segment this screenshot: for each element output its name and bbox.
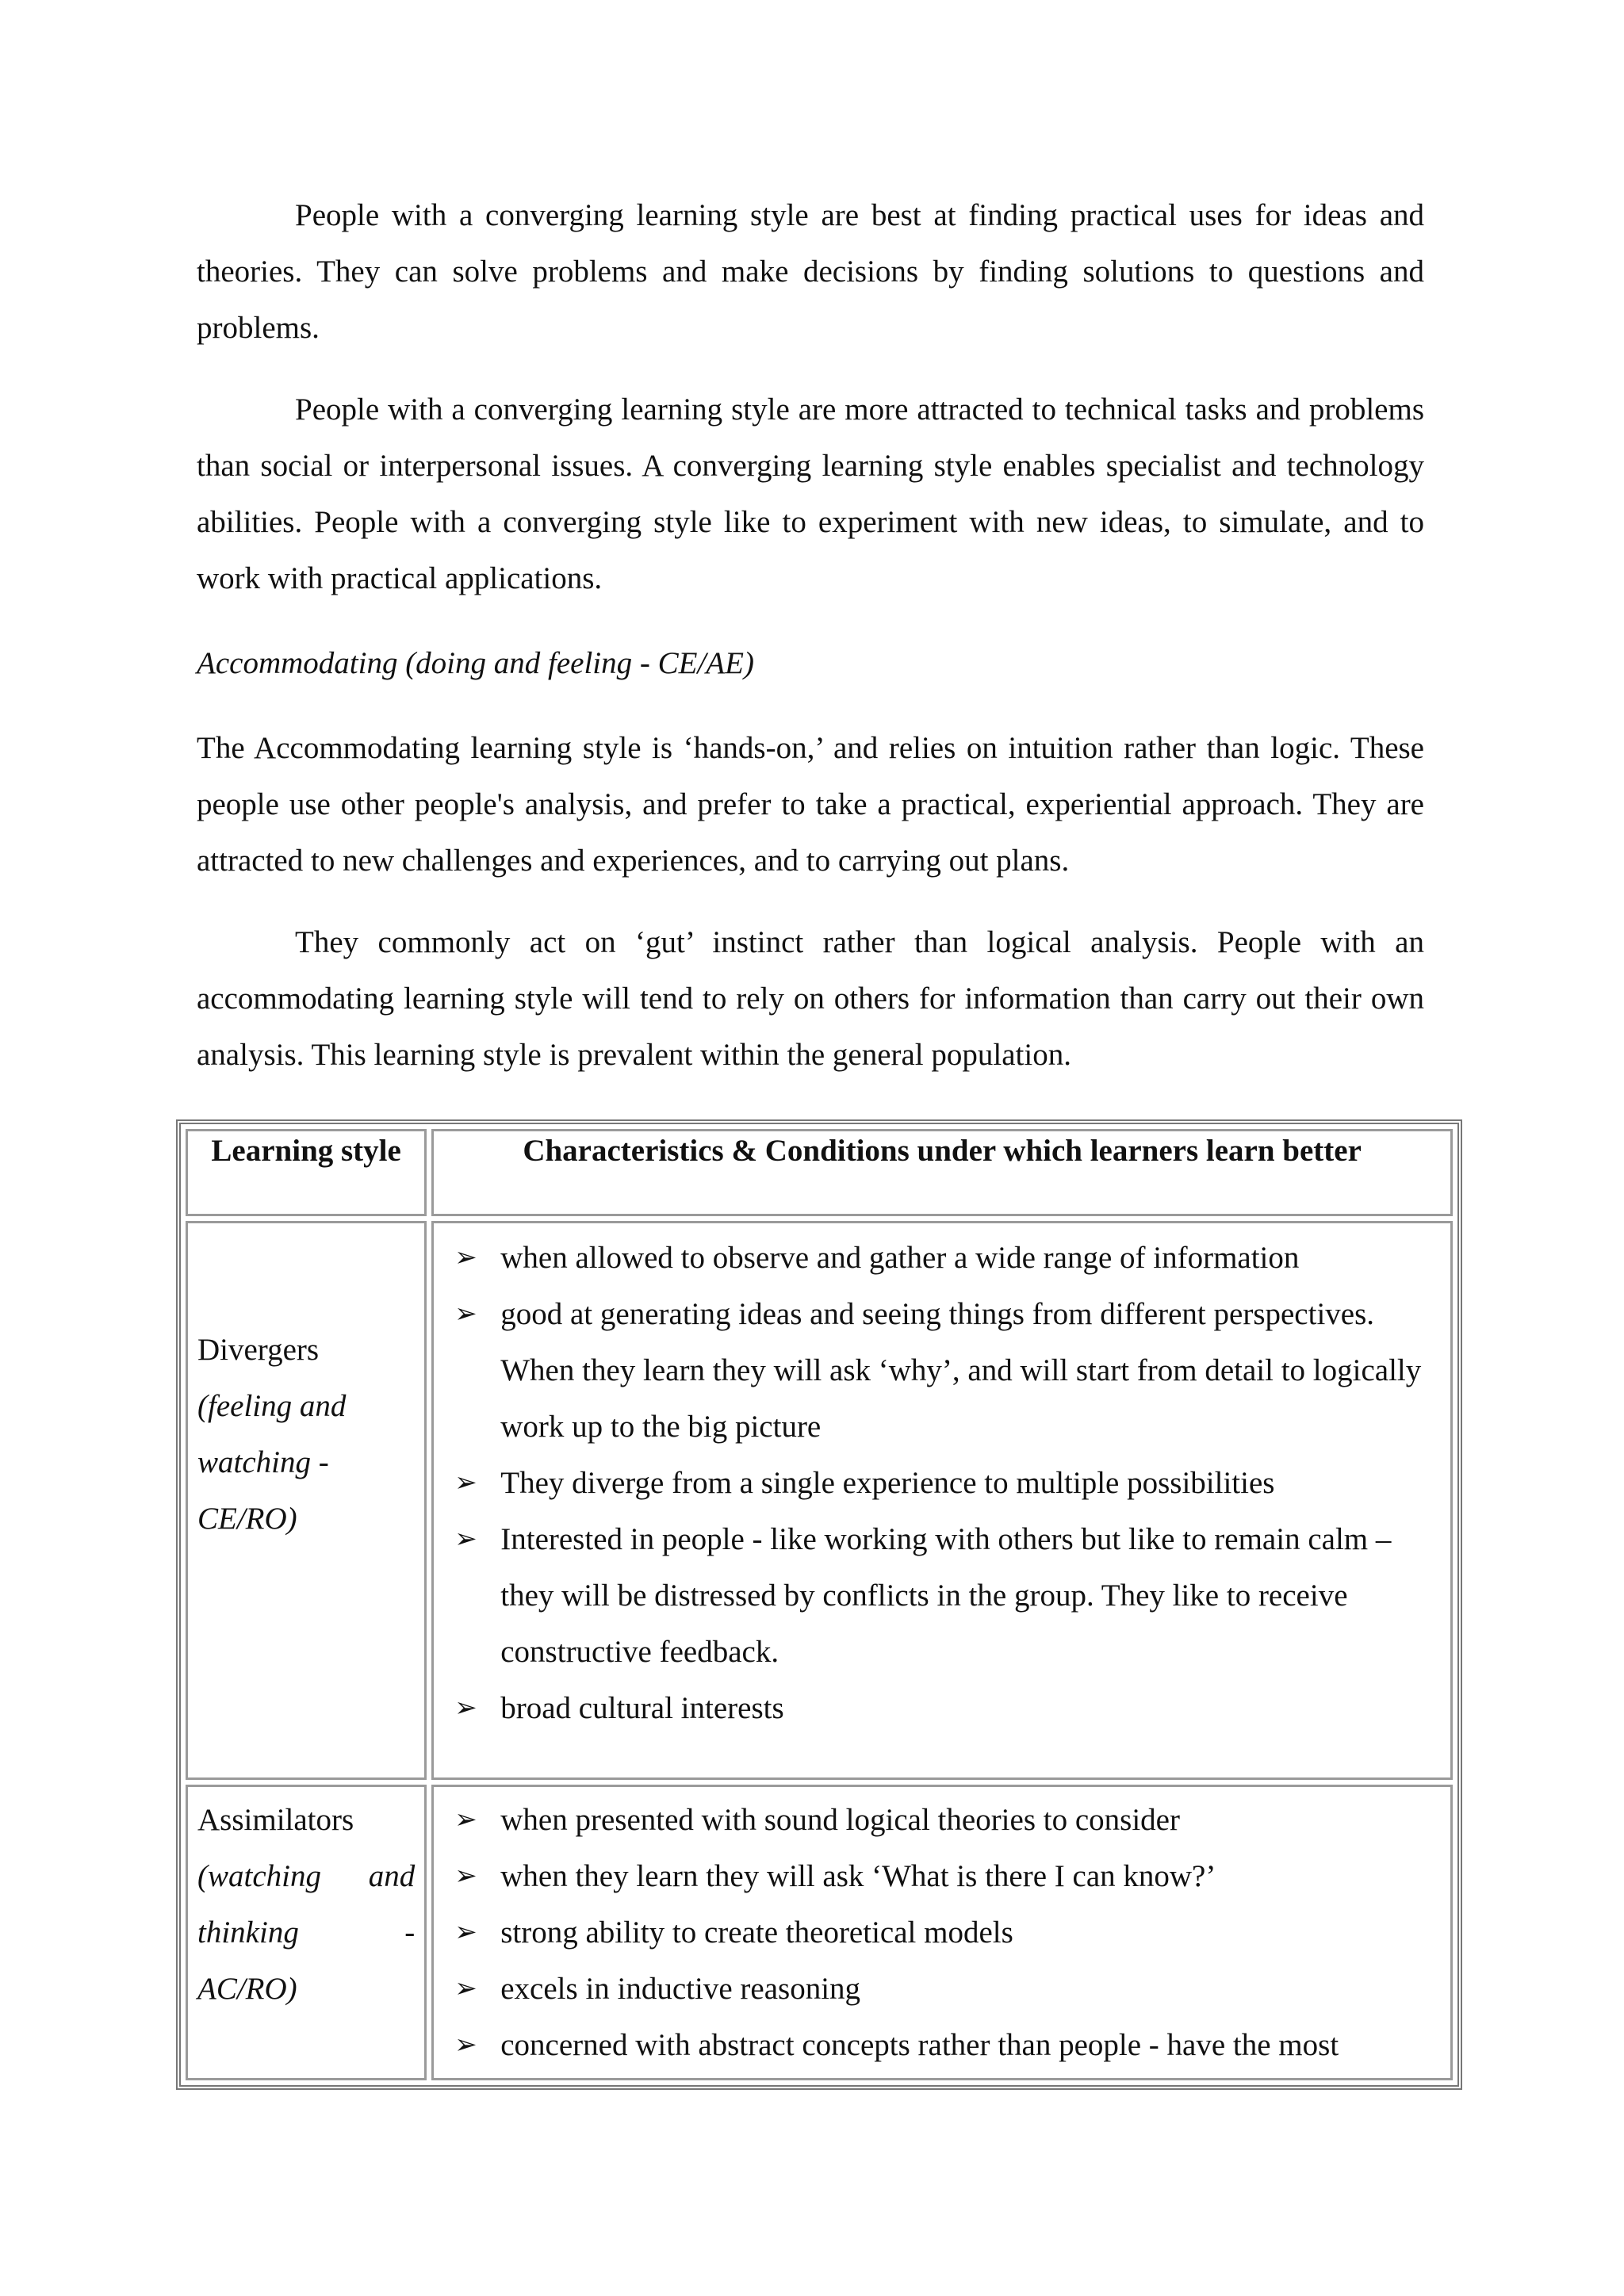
style-name: Assimilators xyxy=(197,1803,354,1837)
list-item: ➢ excels in inductive reasoning xyxy=(443,1961,1441,2017)
arrow-bullet-icon: ➢ xyxy=(454,1916,477,1948)
style-subtitle: (feeling and watching - CE/RO) xyxy=(197,1389,347,1536)
list-item: ➢ Interested in people - like working with others but like to remain calm – they will be distressed by conflicts in the group. They like to receive constructive feedback. xyxy=(443,1511,1441,1680)
list-item: ➢ concerned with abstract concepts rather than people - have the most xyxy=(443,2017,1441,2073)
learning-styles-table xyxy=(176,1119,1462,2090)
style-cell-divergers xyxy=(186,1221,427,1780)
list-item: ➢ They diverge from a single experience to multiple possibilities xyxy=(443,1455,1441,1511)
list-item: ➢ good at generating ideas and seeing things from different perspectives. When they learn they will ask ‘why’, and will start from detail to logically work up to the big picture xyxy=(443,1286,1441,1455)
arrow-bullet-icon: ➢ xyxy=(454,1692,477,1724)
arrow-bullet-icon: ➢ xyxy=(454,1860,477,1892)
bullet-list xyxy=(443,1230,1441,1736)
arrow-bullet-icon: ➢ xyxy=(454,1523,477,1555)
table-header-row xyxy=(186,1129,1453,1216)
paragraph-converging-1: People with a converging learning style are best at finding practical uses for ideas and theories. They can solve problems and make decisions by finding solutions to questions and problems. xyxy=(197,198,1424,345)
paragraph-converging-2: People with a converging learning style are more attracted to technical tasks and problems than social or interpersonal issues. A converging learning style enables specialist and technology abilities. People with a converging style like to experiment with new ideas, to simulate, and to work with practical applications. xyxy=(197,392,1424,595)
list-item: ➢ broad cultural interests xyxy=(443,1680,1441,1736)
style-cell-assimilators xyxy=(186,1785,427,2080)
section-heading-accommodating: Accommodating (doing and feeling - CE/AE) xyxy=(197,646,754,680)
list-item: ➢ when allowed to observe and gather a wide range of information xyxy=(443,1230,1441,1286)
arrow-bullet-icon: ➢ xyxy=(454,1298,477,1330)
paragraph-accommodating-1: The Accommodating learning style is ‘hands-on,’ and relies on intuition rather than logic. These people use other people's analysis, and prefer to take a practical, experiential approach. They are attracted to new challenges and experiences, and to carrying out plans. xyxy=(197,731,1424,878)
table-row xyxy=(186,1221,1453,1780)
style-name: Divergers xyxy=(197,1333,320,1367)
list-item: ➢ strong ability to create theoretical models xyxy=(443,1904,1441,1961)
paragraph-accommodating-2: They commonly act on ‘gut’ instinct rather than logical analysis. People with an accommodating learning style will tend to rely on others for information than carry out their own analysis. This learning style is prevalent within the general population. xyxy=(197,925,1424,1072)
arrow-bullet-icon: ➢ xyxy=(454,2029,477,2061)
list-item: ➢ when presented with sound logical theories to consider xyxy=(443,1792,1441,1848)
characteristics-cell-divergers xyxy=(431,1221,1453,1780)
header-characteristics: Characteristics & Conditions under which learners learn better xyxy=(431,1129,1453,1216)
bullet-list xyxy=(443,1792,1441,2073)
header-learning-style: Learning style xyxy=(186,1129,427,1216)
characteristics-cell-assimilators xyxy=(431,1785,1453,2080)
arrow-bullet-icon: ➢ xyxy=(454,1804,477,1835)
list-item: ➢ when they learn they will ask ‘What is there I can know?’ xyxy=(443,1848,1441,1904)
style-subtitle: (watching and thinking - AC/RO) xyxy=(197,1859,416,2006)
arrow-bullet-icon: ➢ xyxy=(454,1467,477,1498)
arrow-bullet-icon: ➢ xyxy=(454,1242,477,1273)
table-row xyxy=(186,1785,1453,2080)
arrow-bullet-icon: ➢ xyxy=(454,1973,477,2004)
